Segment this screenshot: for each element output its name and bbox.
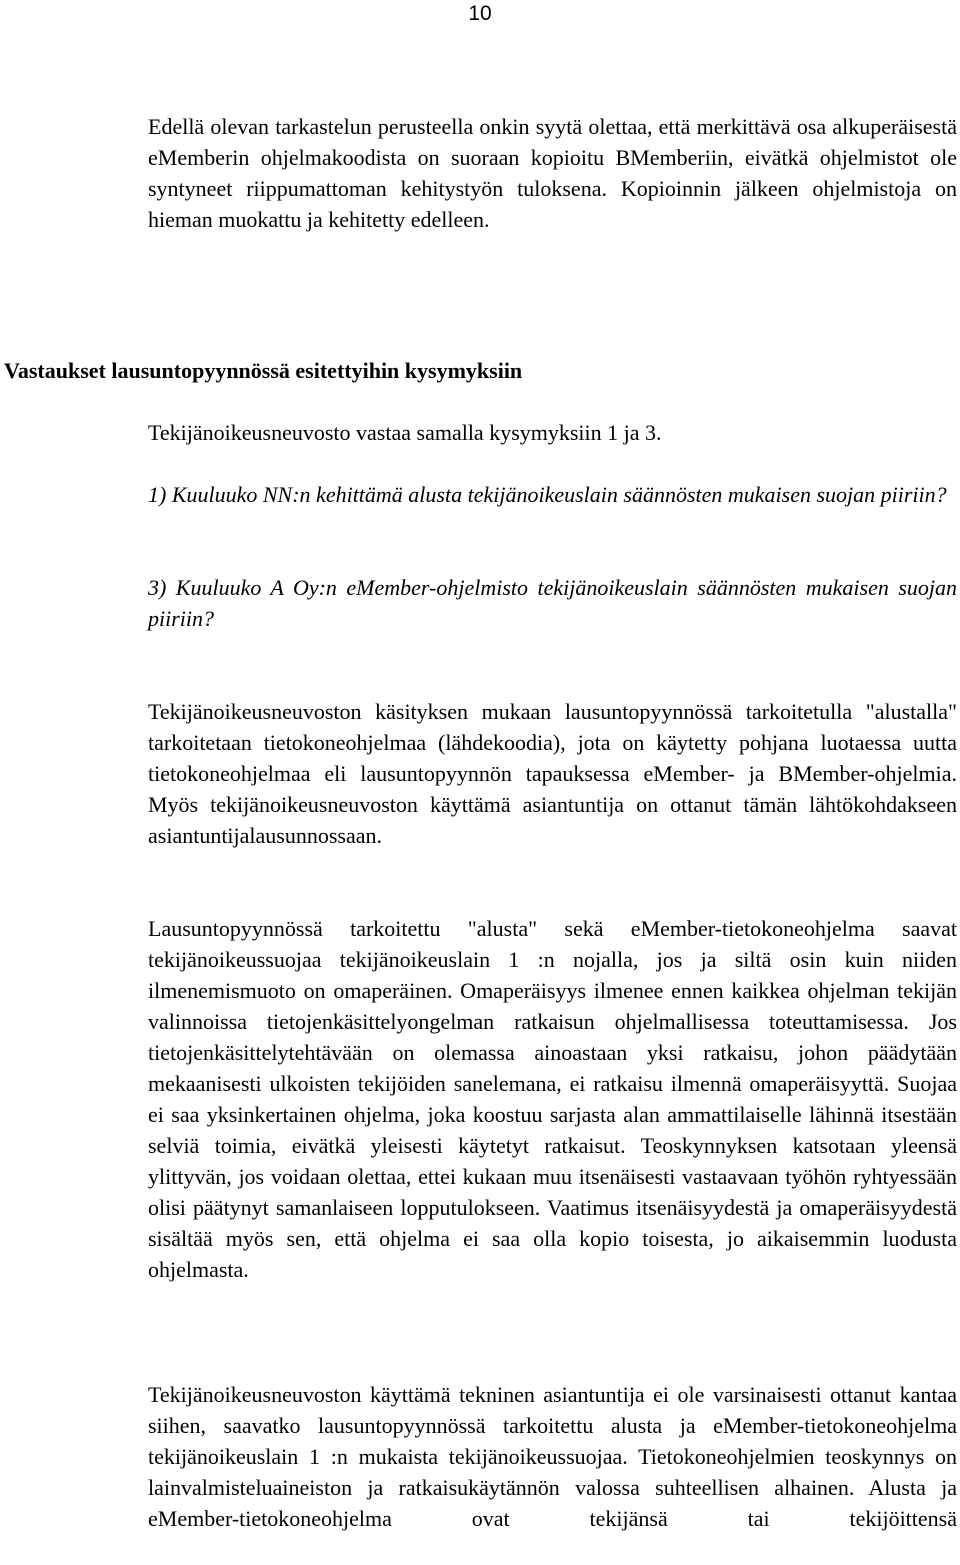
body-paragraph-2: Lausuntopyynnössä tarkoitettu "alusta" sekä eMember-tietokoneohjelma saavat tekijänoikeussuojaa tekijänoikeuslain 1 :n nojalla, jos ja siltä osin kuin niiden ilmenemismuoto on omaperäinen. Omaperäisyys ilmenee ennen kaikkea ohjelman tekijän valinnoissa tietojenkäsittelyongelman ratkaisun ohjelmallisessa toteuttamisessa. Jos tietojenkäsittelytehtävään on olemassa ainoastaan yksi ratkaisu, johon päädytään mekaanisesti ulkoisten tekijöiden sanelemana, ei ratkaisu ilmennä omaperäisyyttä. Suojaa ei saa yksinkertainen ohjelma, joka koostuu sarjasta alan ammattilaiselle lähinnä itsestään selviä toimia, eivätkä yleisesti käytetyt ratkaisut. Teoskynnyksen katsotaan yleensä ylittyvän, jos voidaan olettaa, ettei kukaan muu itsenäisesti vastaavaan työhön ryhtyessään olisi päätynyt samanlaiseen lopputulokseen. Vaatimus itsenäisyydestä ja omaperäisyydestä sisältää myös sen, että ohjelma ei saa olla kopio toisesta, jo aikaisemmin luodusta ohjelmasta. xyxy=(148,916,957,1282)
answer-note: Tekijänoikeusneuvosto vastaa samalla kysymyksiin 1 ja 3. xyxy=(148,420,662,445)
section-heading: Vastaukset lausuntopyynnössä esitettyihin kysymyksiin xyxy=(4,358,523,383)
question-1: 1) Kuuluuko NN:n kehittämä alusta tekijänoikeuslain säännösten mukaisen suojan piiriin? xyxy=(148,482,947,507)
page-number: 10 xyxy=(468,2,492,25)
body-paragraph-1: Tekijänoikeusneuvoston käsityksen mukaan lausuntopyynnössä tarkoitetulla "alustalla" tarkoitetaan tietokoneohjelmaa (lähdekoodia), jota on käytetty pohjana luotaessa uutta tietokoneohjelmaa eli lausuntopyynnön tapauksessa eMember- ja BMember-ohjelmia. Myös tekijänoikeusneuvoston käyttämä asiantuntija on ottanut tämän lähtökohdakseen asiantuntijalausunnossaan. xyxy=(148,699,957,848)
question-3: 3) Kuuluuko A Oy:n eMember-ohjelmisto tekijänoikeuslain säännösten mukaisen suojan piiriin? xyxy=(148,575,957,631)
intro-paragraph: Edellä olevan tarkastelun perusteella onkin syytä olettaa, että merkittävä osa alkuperäisestä eMemberin ohjelmakoodista on suoraan kopioitu BMemberiin, eivätkä ohjelmistot ole syntyneet riippumattoman kehitystyön tuloksena. Kopioinnin jälkeen ohjelmistoja on hieman muokattu ja kehitetty edelleen. xyxy=(148,114,957,232)
body-paragraph-3: Tekijänoikeusneuvoston käyttämä tekninen asiantuntija ei ole varsinaisesti ottanut kantaa siihen, saavatko lausuntopyynnössä tarkoitettu alusta ja eMember-tietokoneohjelma tekijänoikeuslain 1 :n mukaista tekijänoikeussuojaa. Tietokoneohjelmien teoskynnys on lainvalmisteluaineiston ja ratkaisukäytännön valossa suhteellisen alhainen. Alusta ja eMember-tietokoneohjelma ovat tekijänsä tai tekijöittensä xyxy=(148,1382,957,1531)
